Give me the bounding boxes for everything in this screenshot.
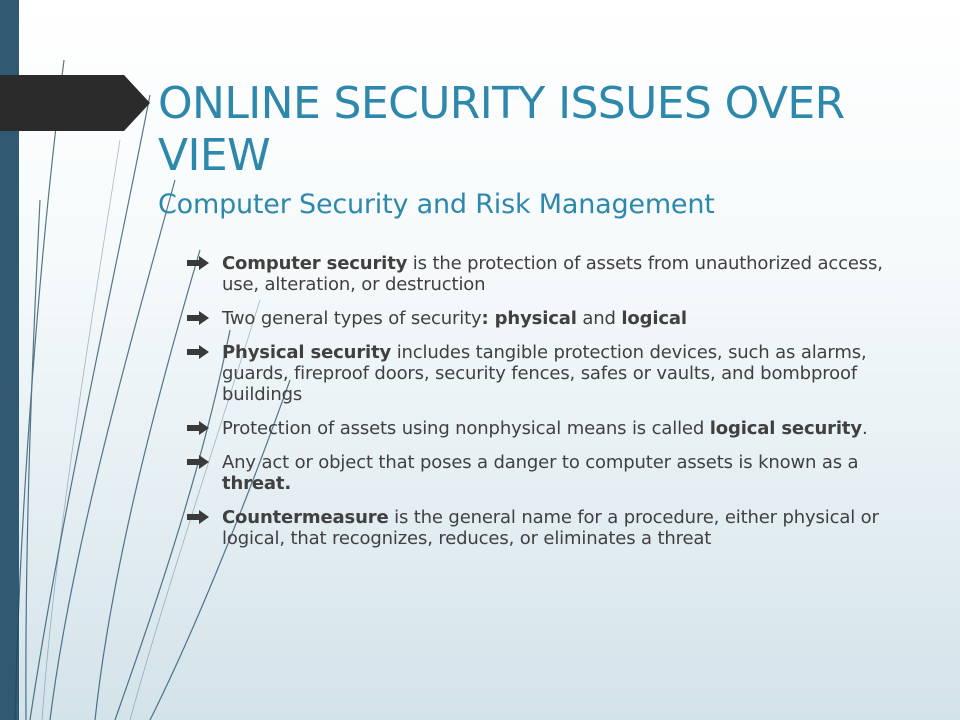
bold-term: : physical [481, 308, 577, 329]
bullet-text [222, 308, 687, 329]
slide-subtitle: Computer Security and Risk Management [158, 189, 715, 220]
bullet-list [187, 253, 902, 562]
bullet-text [222, 342, 867, 405]
slide-title: ONLINE SECURITY ISSUES OVER VIEW [158, 78, 845, 181]
bullet-item [187, 418, 902, 439]
bold-term: threat. [222, 473, 292, 494]
bullet-text [222, 452, 858, 494]
bullet-item [187, 253, 902, 295]
text-run: and [576, 308, 622, 329]
bold-term: Physical security [222, 342, 392, 363]
bullet-text [222, 507, 879, 549]
text-run: . [861, 418, 868, 439]
bold-term: logical security [709, 418, 862, 439]
bullet-item [187, 342, 902, 405]
bullet-item [187, 308, 902, 329]
bullet-item [187, 507, 902, 549]
text-run: Any act or object that poses a danger to computer assets is known as a [222, 452, 859, 473]
title-block [158, 78, 918, 222]
bold-term: Computer security [222, 253, 408, 274]
bullet-text [222, 418, 868, 439]
arrow-right-icon [187, 510, 209, 524]
bold-term: logical [621, 308, 687, 329]
bold-term: Countermeasure [222, 507, 389, 528]
text-run: is the protection of assets from unauthorized access, use, alteration, or destruction [222, 253, 883, 295]
arrow-right-icon [187, 256, 209, 270]
title-arrow-tab [0, 75, 150, 131]
text-run: Protection of assets using nonphysical means is called [222, 418, 710, 439]
arrow-right-icon [187, 345, 209, 359]
arrow-right-icon [187, 311, 209, 325]
text-run: includes tangible protection devices, such as alarms, guards, fireproof doors, security fences, safes or vaults, and bombproof buildings [222, 342, 867, 405]
bullet-item [187, 452, 902, 494]
arrow-right-icon [187, 455, 209, 469]
arrow-right-icon [187, 421, 209, 435]
bullet-text [222, 253, 883, 295]
text-run: is the general name for a procedure, either physical or logical, that recognizes, reduces, or eliminates a threat [222, 507, 879, 549]
text-run: Two general types of security [222, 308, 482, 329]
